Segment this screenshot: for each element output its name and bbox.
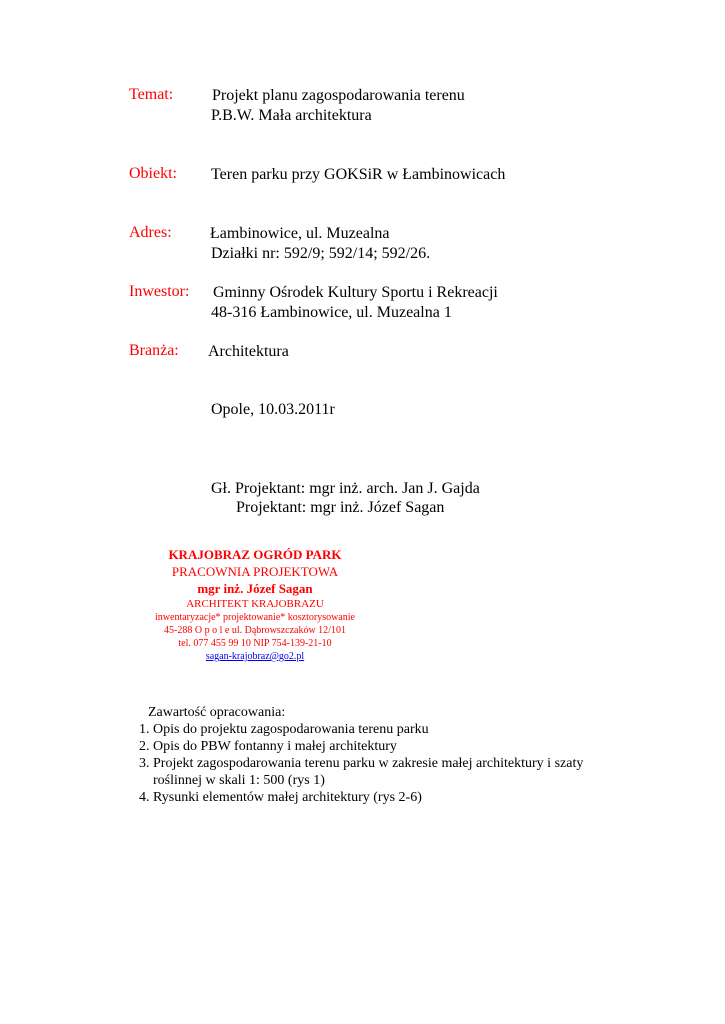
- obiekt-label: Obiekt:: [129, 165, 177, 182]
- contents-section: [128, 704, 633, 806]
- stamp-email-link[interactable]: sagan-krajobraz@go2.pl: [205, 651, 305, 662]
- inwestor-line-1: Gminny Ośrodek Kultury Sportu i Rekreacji: [213, 284, 498, 301]
- stamp-services: inwentaryzacje* projektowanie* kosztorysowanie: [155, 612, 355, 623]
- inwestor-label: Inwestor:: [129, 283, 190, 300]
- branza-value: Architektura: [208, 343, 289, 360]
- temat-line-2: P.B.W. Mała architektura: [211, 107, 372, 124]
- list-item: 3. Projekt zagospodarowania terenu parku w zakresie małej architektury i szaty roślinnej w skali 1: 500 (rys 1): [153, 755, 633, 789]
- list-item: 1. Opis do projektu zagospodarowania terenu parku: [153, 721, 633, 738]
- stamp-company-name: KRAJOBRAZ OGRÓD PARK: [168, 547, 342, 562]
- adres-label: Adres:: [129, 224, 172, 241]
- designer: Projektant: mgr inż. Józef Sagan: [236, 499, 445, 516]
- contents-list: [128, 721, 633, 806]
- stamp-phone: tel. 077 455 99 10 NIP 754-139-21-10: [178, 638, 332, 649]
- stamp-title: ARCHITEKT KRAJOBRAZU: [186, 598, 324, 610]
- temat-label: Temat:: [129, 86, 174, 103]
- branza-label: Branża:: [129, 342, 179, 359]
- date-line: Opole, 10.03.2011r: [211, 401, 335, 418]
- list-item: 2. Opis do PBW fontanny i małej architektury: [153, 738, 633, 755]
- adres-line-2: Działki nr: 592/9; 592/14; 592/26.: [211, 245, 431, 262]
- adres-line-1: Łambinowice, ul. Muzealna: [210, 225, 390, 242]
- obiekt-value: Teren parku przy GOKSiR w Łambinowicach: [211, 166, 506, 183]
- stamp-office: PRACOWNIA PROJEKTOWA: [171, 564, 339, 579]
- stamp-address: 45-288 O p o l e ul. Dąbrowszczaków 12/101: [164, 625, 346, 636]
- list-item: 4. Rysunki elementów małej architektury (rys 2-6): [153, 789, 633, 806]
- chief-designer: Gł. Projektant: mgr inż. arch. Jan J. Gajda: [211, 480, 480, 497]
- temat-line-1: Projekt planu zagospodarowania terenu: [212, 87, 465, 104]
- inwestor-line-2: 48-316 Łambinowice, ul. Muzealna 1: [211, 304, 452, 321]
- contents-heading: Zawartość opracowania:: [148, 705, 286, 720]
- company-stamp: [120, 546, 390, 664]
- stamp-person: mgr inż. Józef Sagan: [197, 581, 313, 596]
